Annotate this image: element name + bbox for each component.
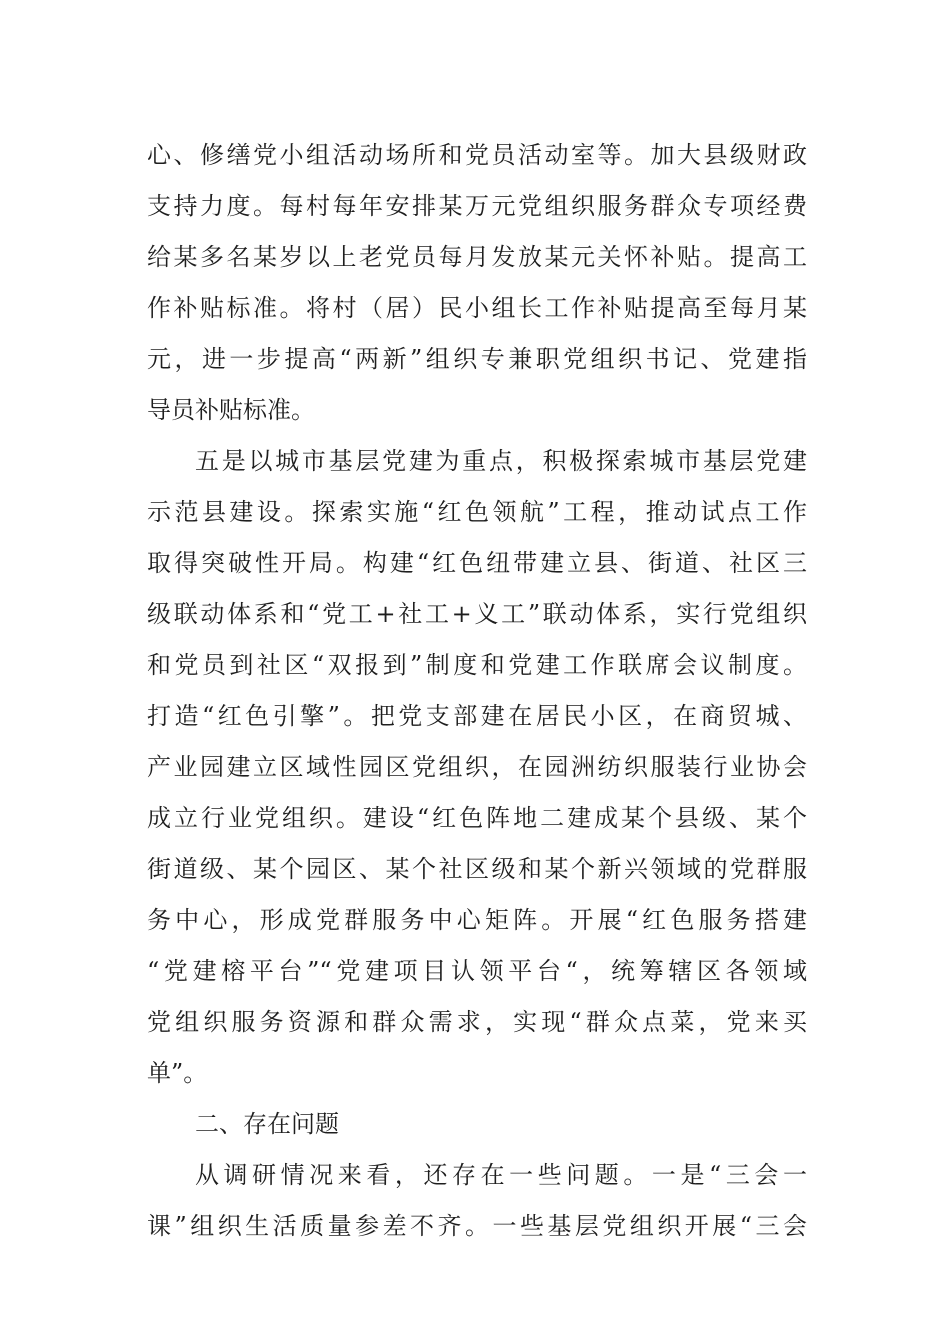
text-line: 务中心，形成党群服务中心矩阵。开展“红色服务搭建	[147, 906, 807, 934]
text-line: 支持力度。每村每年安排某万元党组织服务群众专项经费	[147, 192, 807, 220]
text-line: 取得突破性开局。构建“红色纽带建立县、街道、社区三	[147, 549, 807, 577]
text-line: 示范县建设。探索实施“红色领航”工程，推动试点工作	[147, 498, 807, 526]
text-line: 元，进一步提高“两新”组织专兼职党组织书记、党建指	[147, 345, 807, 373]
text-line: 五是以城市基层党建为重点，积极探索城市基层党建	[195, 447, 807, 475]
text-line: 单”。	[147, 1059, 208, 1087]
text-line: 产业园建立区域性园区党组织，在园洲纺织服装行业协会	[147, 753, 807, 781]
text-line: 级联动体系和“党工+社工+义工”联动体系，实行党组织	[147, 600, 807, 628]
text-line: 党组织服务资源和群众需求，实现“群众点菜，党来买	[147, 1008, 807, 1036]
text-line: 作补贴标准。将村（居）民小组长工作补贴提高至每月某	[147, 294, 807, 322]
text-line: 成立行业党组织。建设“红色阵地二建成某个县级、某个	[147, 804, 807, 832]
section-heading: 二、存在问题	[195, 1110, 339, 1138]
text-line: “党建榕平台”“党建项目认领平台“，统筹辖区各领域	[147, 957, 807, 985]
text-line: 给某多名某岁以上老党员每月发放某元关怀补贴。提高工	[147, 243, 807, 271]
text-line: 从调研情况来看，还存在一些问题。一是“三会一	[195, 1161, 807, 1189]
text-line: 课”组织生活质量参差不齐。一些基层党组织开展“三会	[147, 1212, 807, 1240]
text-line: 导员补贴标准。	[147, 396, 315, 424]
text-line: 心、修缮党小组活动场所和党员活动室等。加大县级财政	[147, 141, 807, 169]
text-line: 街道级、某个园区、某个社区级和某个新兴领域的党群服	[147, 855, 807, 883]
text-line: 和党员到社区“双报到”制度和党建工作联席会议制度。	[147, 651, 807, 679]
text-line: 打造“红色引擎”。把党支部建在居民小区，在商贸城、	[147, 702, 807, 730]
